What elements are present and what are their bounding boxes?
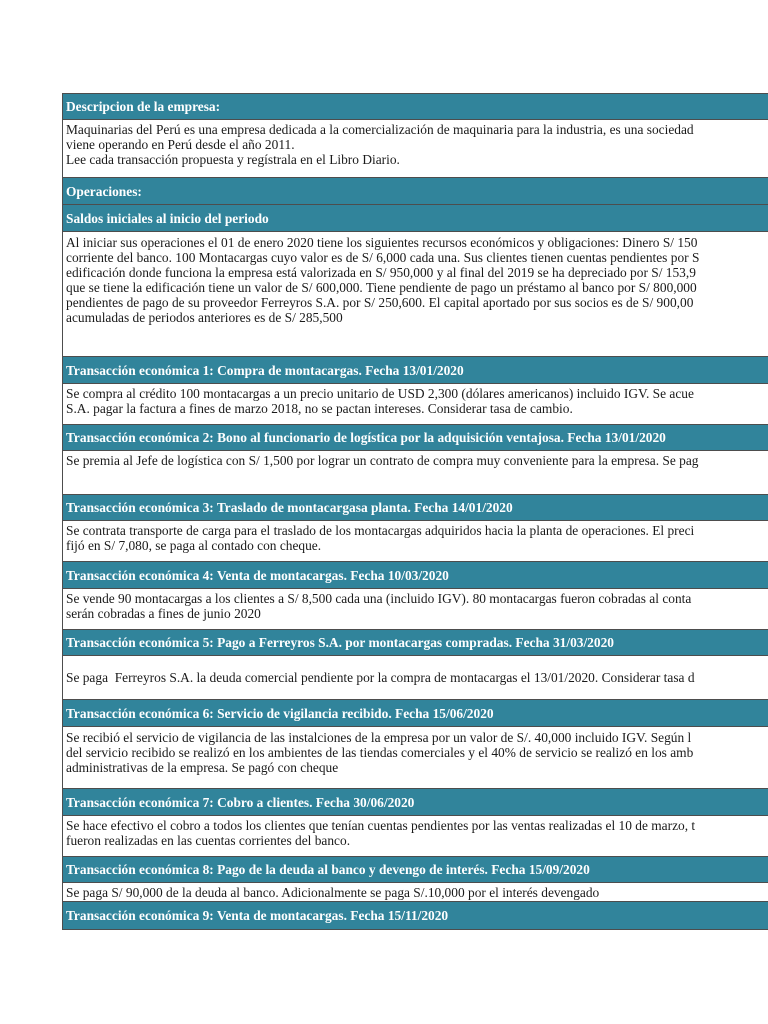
transaction-8-text: Se paga S/ 90,000 de la deuda al banco. Adicionalmente se paga S/.10,000 por el interés devengado <box>63 883 768 902</box>
section-body-row <box>63 384 768 425</box>
section-header-initial-balances: Saldos iniciales al inicio del periodo <box>63 205 768 232</box>
section-header-transaction-3: Transacción económica 3: Traslado de montacargasa planta. Fecha 14/01/2020 <box>63 495 768 521</box>
section-header-transaction-8: Transacción económica 8: Pago de la deuda al banco y devengo de interés. Fecha 15/09/2020 <box>63 857 768 883</box>
section-body-row <box>63 589 768 630</box>
section-body-row <box>63 120 768 178</box>
section-header-row <box>63 700 768 727</box>
section-header-operations: Operaciones: <box>63 178 768 205</box>
section-body-row <box>63 232 768 357</box>
section-header-row <box>63 902 768 930</box>
section-header-row <box>63 357 768 384</box>
transaction-4-text: Se vende 90 montacargas a los clientes a S/ 8,500 cada una (incluido IGV). 80 montacargas fueron cobradas al conta serán cobradas a fines de junio 2020 <box>63 589 768 630</box>
section-header-row <box>63 178 768 205</box>
section-body-row <box>63 451 768 495</box>
section-header-transaction-6: Transacción económica 6: Servicio de vigilancia recibido. Fecha 15/06/2020 <box>63 700 768 727</box>
section-header-company-description: Descripcion de la empresa: <box>63 94 768 120</box>
section-header-transaction-7: Transacción económica 7: Cobro a clientes. Fecha 30/06/2020 <box>63 789 768 816</box>
section-body-row <box>63 521 768 562</box>
section-header-transaction-1: Transacción económica 1: Compra de montacargas. Fecha 13/01/2020 <box>63 357 768 384</box>
section-body-row <box>63 816 768 857</box>
section-body-row <box>63 656 768 700</box>
section-header-transaction-5: Transacción económica 5: Pago a Ferreyros S.A. por montacargas compradas. Fecha 31/03/2020 <box>63 630 768 656</box>
section-header-row <box>63 630 768 656</box>
transaction-6-text: Se recibió el servicio de vigilancia de las instalciones de la empresa por un valor de S/. 40,000 incluido IGV. Según l del servicio recibido se realizó en los ambientes de las tiendas comerciales y el 40% de servicio se realizó en los amb administrativas de la empresa. Se pagó con cheque <box>63 727 768 789</box>
section-header-row <box>63 789 768 816</box>
transaction-3-text: Se contrata transporte de carga para el traslado de los montacargas adquiridos hacia la planta de operaciones. El preci fijó en S/ 7,080, se paga al contado con cheque. <box>63 521 768 562</box>
section-header-row <box>63 562 768 589</box>
transaction-5-text: Se paga Ferreyros S.A. la deuda comercial pendiente por la compra de montacargas el 13/01/2020. Considerar tasa d <box>63 656 768 700</box>
section-header-row <box>63 857 768 883</box>
section-header-row <box>63 94 768 120</box>
company-description-text: Maquinarias del Perú es una empresa dedicada a la comercialización de maquinaria para la industria, es una sociedad viene operando en Perú desde el año 2011. Lee cada transacción propuesta y regístrala en el Libro Diario. <box>63 120 768 178</box>
case-study-table <box>62 93 768 930</box>
initial-balances-text: Al iniciar sus operaciones el 01 de enero 2020 tiene los siguientes recursos económicos y obligaciones: Dinero S/ 150 corriente del banco. 100 Montacargas cuyo valor es de S/ 6,000 cada una. Sus clientes tienen cuentas pendientes por S edificación donde funciona la empresa está valorizada en S/ 950,000 y al final del 2019 se ha depreciado por S/ 153,9 que se tiene la edificación tiene un valor de S/ 600,000. Tiene pendiente de pago un préstamo al banco por S/ 800,000 pendientes de pago de su proveedor Ferreyros S.A. por S/ 250,600. El capital aportado por sus socios es de S/ 900,00 acumuladas de periodos anteriores es de S/ 285,500 <box>63 232 768 357</box>
transaction-2-text: Se premia al Jefe de logística con S/ 1,500 por lograr un contrato de compra muy conveniente para la empresa. Se pag <box>63 451 768 495</box>
section-header-row <box>63 425 768 451</box>
section-header-row <box>63 495 768 521</box>
transaction-7-text: Se hace efectivo el cobro a todos los clientes que tenían cuentas pendientes por las ventas realizadas el 10 de marzo, t fueron realizadas en las cuentas corrientes del banco. <box>63 816 768 857</box>
transaction-1-text: Se compra al crédito 100 montacargas a un precio unitario de USD 2,300 (dólares americanos) incluido IGV. Se acue S.A. pagar la factura a fines de marzo 2018, no se pactan intereses. Considerar tasa de cambio. <box>63 384 768 425</box>
section-body-row <box>63 883 768 902</box>
section-header-transaction-9: Transacción económica 9: Venta de montacargas. Fecha 15/11/2020 <box>63 902 768 930</box>
section-header-transaction-4: Transacción económica 4: Venta de montacargas. Fecha 10/03/2020 <box>63 562 768 589</box>
section-header-transaction-2: Transacción económica 2: Bono al funcionario de logística por la adquisición ventajosa. Fecha 13/01/2020 <box>63 425 768 451</box>
section-header-row <box>63 205 768 232</box>
section-body-row <box>63 727 768 789</box>
